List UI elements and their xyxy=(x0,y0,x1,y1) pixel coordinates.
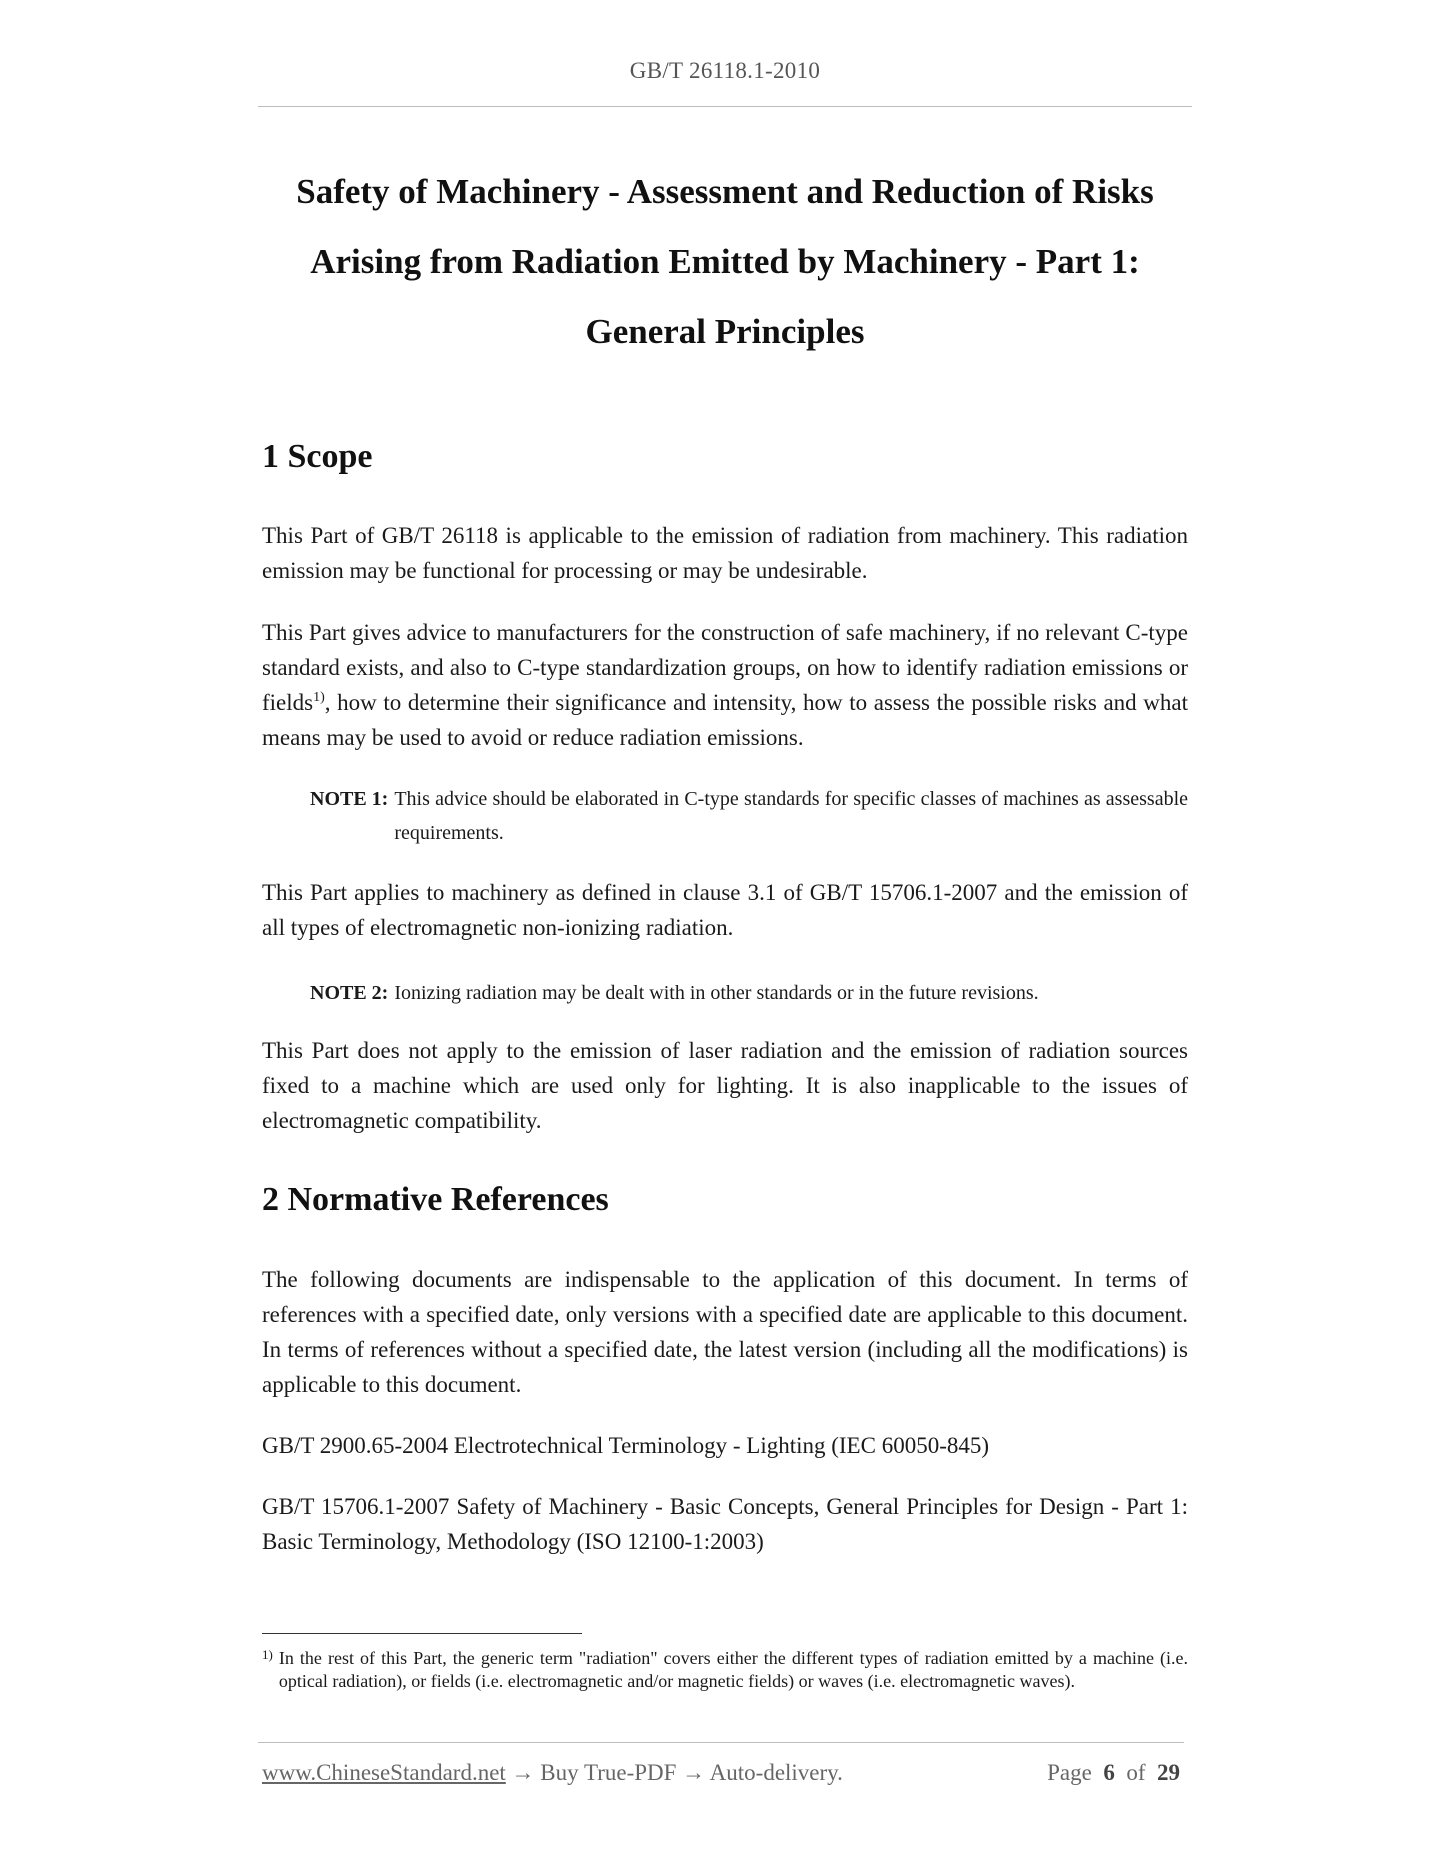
page-number xyxy=(1047,1760,1180,1786)
section-2-heading-wrap xyxy=(262,1180,1188,1220)
scope-paragraph-4-wrap xyxy=(262,1033,1188,1138)
scope-paragraph-2-text-b: , how to determine their significance and intensity, how to assess the possible risks and what means may be used to avoid or reduce radiation emissions. xyxy=(262,690,1188,750)
reference-1: GB/T 2900.65-2004 Electrotechnical Terminology - Lighting (IEC 60050-845) xyxy=(262,1433,990,1458)
scope-paragraph-2-text-a: This Part gives advice to manufacturers for the construction of safe machinery, if no relevant C-type standard exists, and also to C-type standardization groups, on how to identify radiation emissions or fields xyxy=(262,620,1188,715)
note-1-text: This advice should be elaborated in C-type standards for specific classes of machines as assessable requirements. xyxy=(394,788,1188,844)
reference-2: GB/T 15706.1-2007 Safety of Machinery - Basic Concepts, General Principles for Design - Part 1: Basic Terminology, Methodology (ISO 12100-1:2003) xyxy=(262,1494,1188,1554)
scope-paragraph-1: This Part of GB/T 26118 is applicable to the emission of radiation from machinery. This radiation emission may be functional for processing or may be undesirable. xyxy=(262,523,1188,583)
page-label: Page xyxy=(1047,1760,1092,1785)
header-divider xyxy=(258,106,1192,107)
note-2-text: Ionizing radiation may be dealt with in other standards or in the future revisions. xyxy=(394,982,1039,1004)
document-title xyxy=(262,157,1188,367)
reference-2-wrap xyxy=(262,1489,1188,1559)
title-line-3: General Principles xyxy=(585,312,865,351)
note-2-label: NOTE 2: xyxy=(310,982,389,1004)
scope-paragraph-1-wrap xyxy=(262,518,1188,588)
scope-paragraph-2-wrap xyxy=(262,615,1188,755)
page-header: GB/T 26118.1-2010 xyxy=(629,58,821,83)
footer-divider xyxy=(258,1742,1184,1743)
note-1-label: NOTE 1: xyxy=(310,788,389,810)
page-total: 29 xyxy=(1157,1760,1180,1785)
footnote-divider xyxy=(262,1633,582,1634)
footnote xyxy=(262,1647,1188,1693)
scope-paragraph-3: This Part applies to machinery as defined in clause 3.1 of GB/T 15706.1-2007 and the emission of all types of electromagnetic non-ionizing radiation. xyxy=(262,880,1188,940)
note-2 xyxy=(310,976,1188,1010)
scope-paragraph-4: This Part does not apply to the emission of laser radiation and the emission of radiation sources fixed to a machine which are used only for lighting. It is also inapplicable to the issues of electromagnetic compatibility. xyxy=(262,1038,1188,1133)
website-link[interactable]: www.ChineseStandard.net xyxy=(262,1760,506,1785)
note-1 xyxy=(310,782,1188,850)
footnote-mark: 1) xyxy=(262,1647,273,1662)
title-line-2: Arising from Radiation Emitted by Machinery - Part 1: xyxy=(310,242,1140,281)
section-2-heading: 2 Normative References xyxy=(262,1181,609,1218)
footnote-text: In the rest of this Part, the generic term "radiation" covers either the different types of radiation emitted by a machine (i.e. optical radiation), or fields (i.e. electromagnetic and/or magnetic fields) or waves (i.e. electromagnetic waves). xyxy=(278,1648,1188,1691)
footnote-reference[interactable]: 1) xyxy=(313,690,325,705)
references-paragraph: The following documents are indispensable to the application of this document. In terms of references with a specified date, only versions with a specified date are applicable to this document. In terms of references without a specified date, the latest version (including all the modifications) is applicable to this document. xyxy=(262,1267,1188,1397)
page-footer xyxy=(262,1760,1180,1786)
page-of: of xyxy=(1126,1760,1146,1785)
title-line-1: Safety of Machinery - Assessment and Reduction of Risks xyxy=(296,172,1154,211)
references-paragraph-wrap xyxy=(262,1262,1188,1402)
footer-promo xyxy=(262,1760,843,1786)
section-1-heading-wrap xyxy=(262,437,1188,477)
section-1-heading: 1 Scope xyxy=(262,438,373,475)
footer-promo-text: → Buy True-PDF → Auto-delivery. xyxy=(505,1760,843,1785)
scope-paragraph-3-wrap xyxy=(262,875,1188,945)
scope-paragraph-2 xyxy=(262,615,1188,755)
page-current: 6 xyxy=(1103,1760,1115,1785)
reference-1-wrap xyxy=(262,1428,1188,1463)
